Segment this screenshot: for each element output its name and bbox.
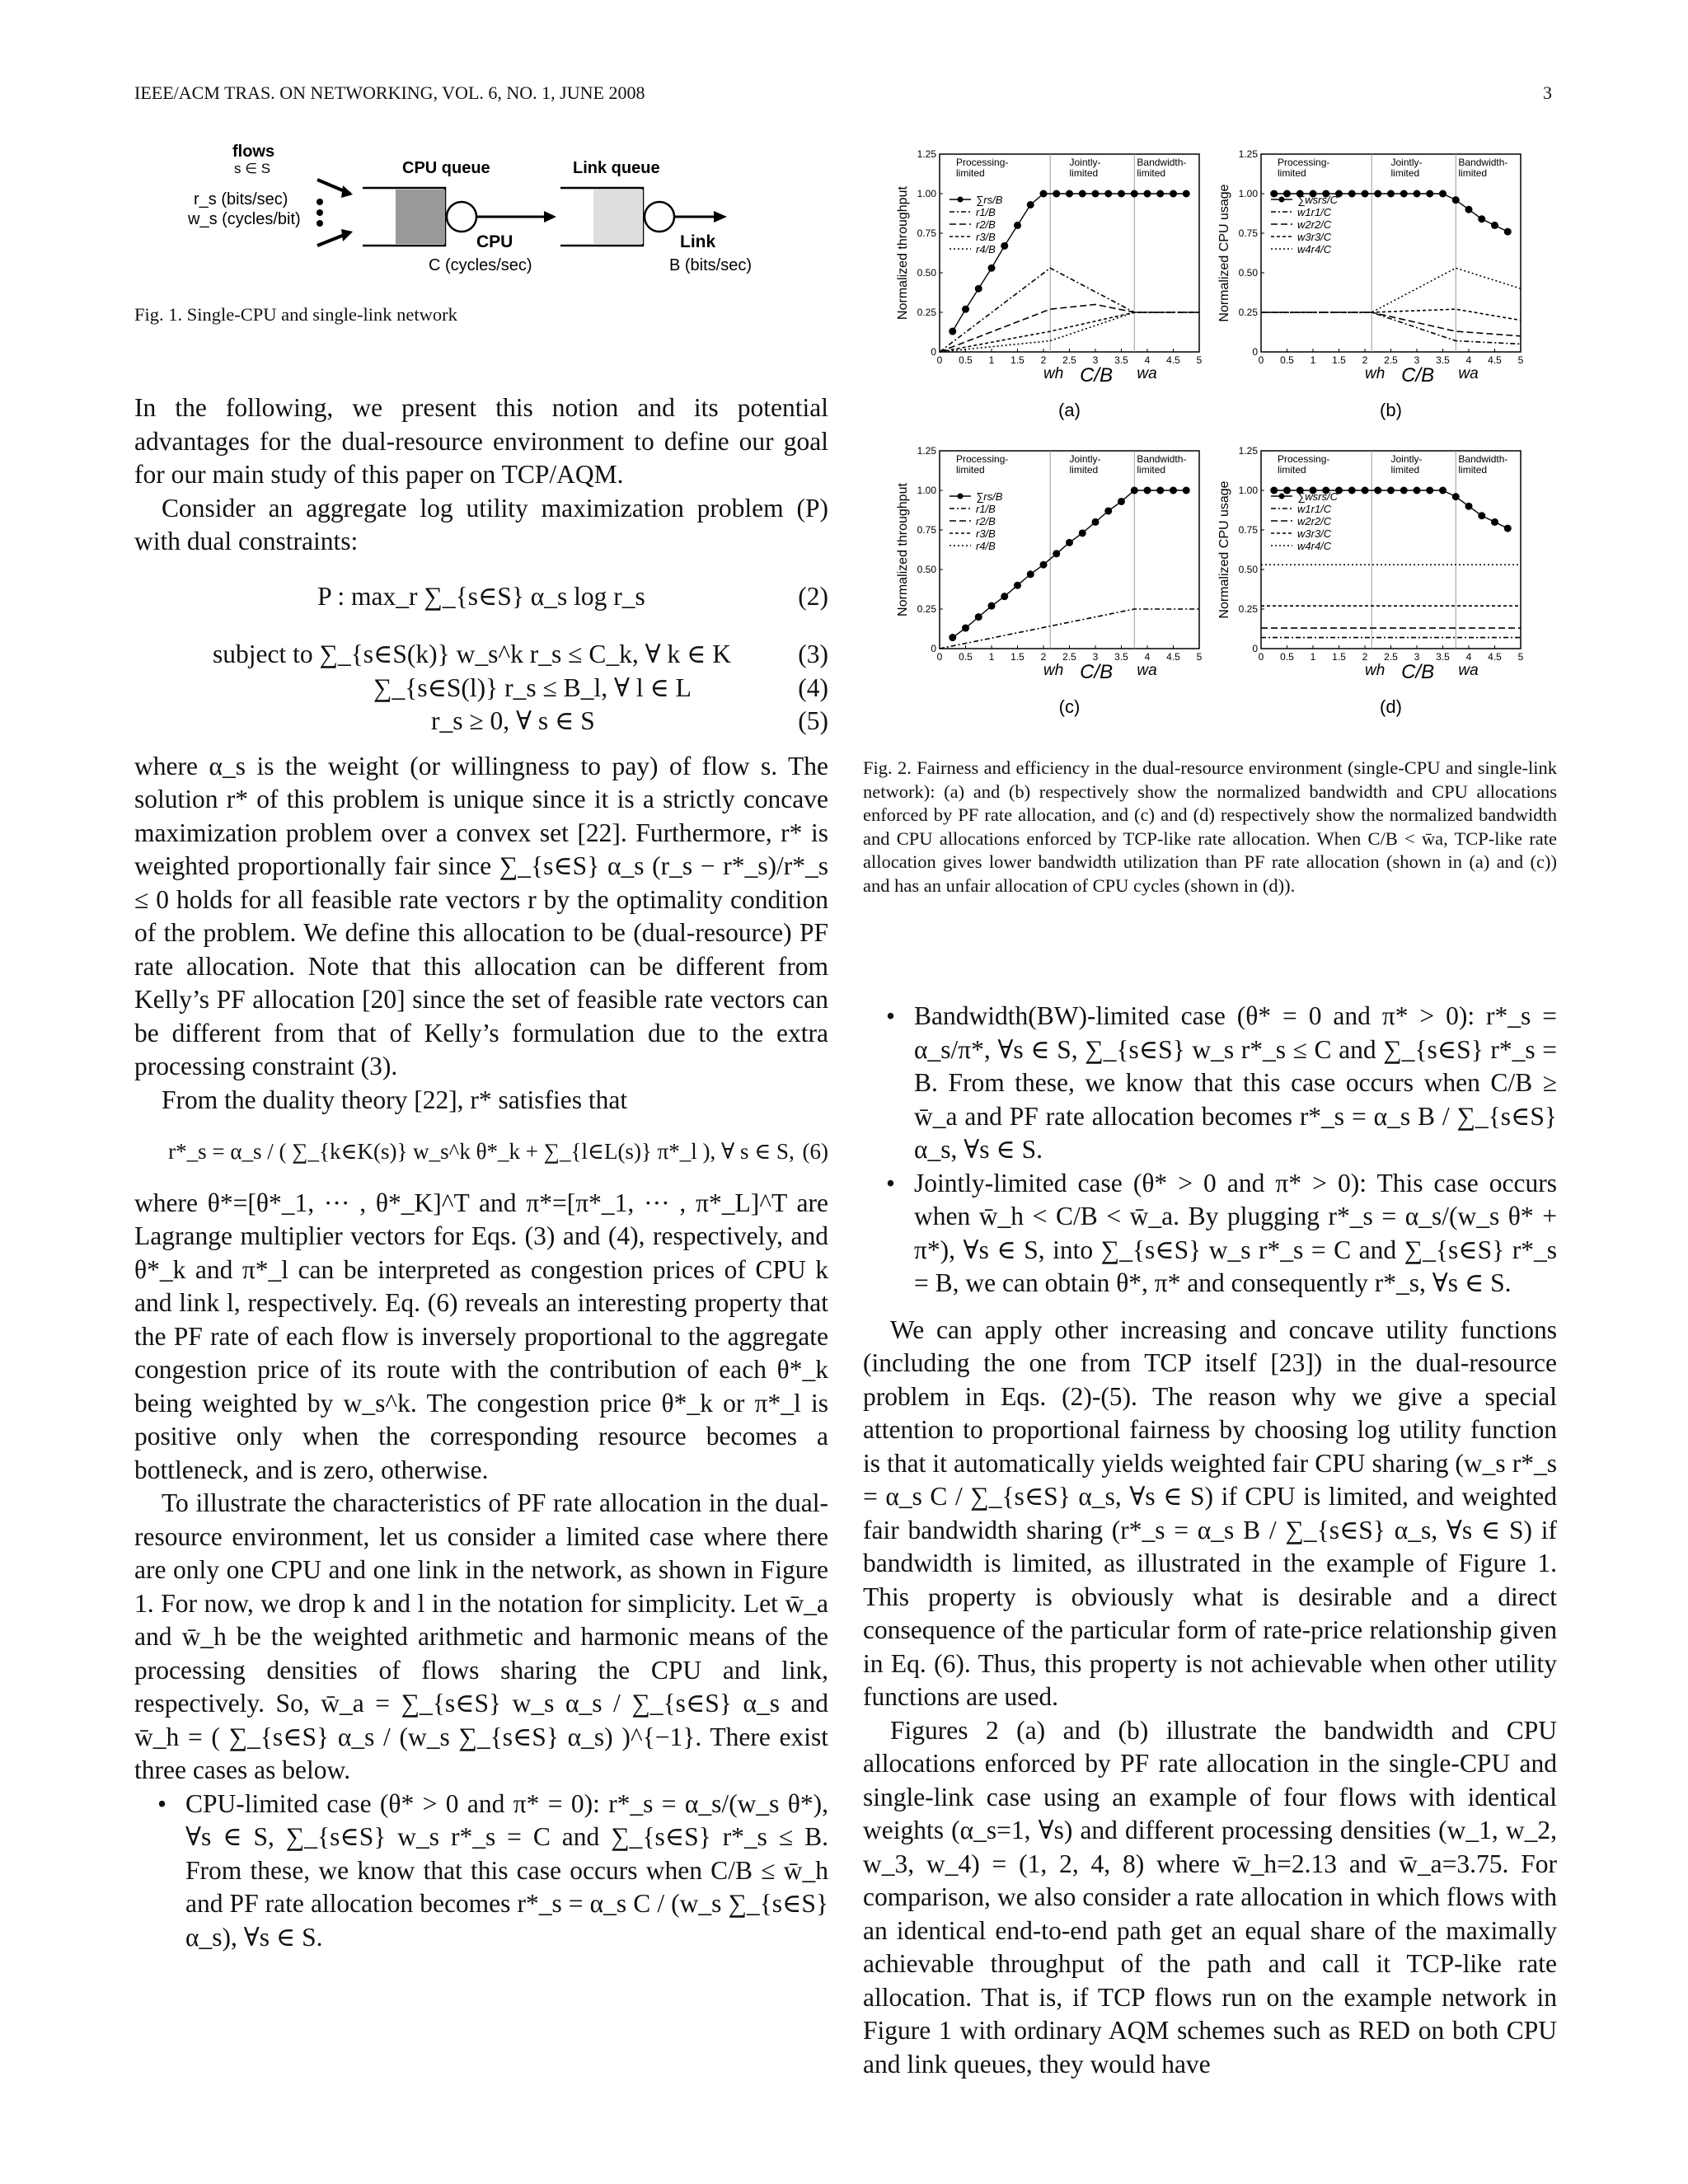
x-tick-label: 5 (1517, 651, 1524, 663)
legend-label: ∑rs/B (976, 490, 1003, 503)
data-point (1079, 190, 1086, 198)
y-tick-label: 1.00 (917, 188, 936, 199)
journal-title: IEEE/ACM TRAS. ON NETWORKING, VOL. 6, NO. 1, JUNE 2008 (134, 82, 645, 103)
legend-label: r3/B (976, 527, 996, 540)
fig1-caption: Fig. 1. Single-CPU and single-link network (134, 304, 457, 325)
x-tick-label: 3.5 (1114, 354, 1128, 366)
data-point (1374, 190, 1381, 198)
x-tick-label: 4 (1144, 651, 1151, 663)
fig1-rs: r_s (bits/sec) (194, 190, 288, 209)
region-label: Bandwidth- (1458, 453, 1508, 465)
x-tick-label: 2 (1362, 354, 1368, 366)
paragraph: From the duality theory [22], r* satisfies that (162, 1085, 628, 1114)
fig1-ws: w_s (cycles/bit) (188, 210, 301, 228)
y-tick-label: 1.25 (1238, 445, 1258, 457)
data-point (1053, 190, 1060, 198)
x-tick-label: 0 (1258, 354, 1264, 366)
legend-marker (1279, 494, 1285, 499)
x-tick-label: 0.5 (959, 354, 973, 366)
y-tick-label: 1.00 (917, 485, 936, 496)
data-point (1452, 196, 1460, 204)
legend-label: w3r3/C (1297, 231, 1332, 243)
series-line (940, 304, 1199, 352)
data-point (1478, 512, 1485, 519)
region-label: Processing- (1278, 453, 1330, 465)
y-tick-label: 0.50 (917, 267, 936, 279)
y-axis-label: Normalized CPU usage (1217, 480, 1231, 619)
page-number: 3 (1543, 82, 1552, 103)
y-tick-label: 0.75 (1238, 227, 1258, 239)
legend-label: ∑wsrs/C (1297, 194, 1338, 206)
data-point (1283, 190, 1291, 198)
data-point (1426, 190, 1433, 198)
running-header (134, 82, 1552, 104)
data-point (1156, 190, 1164, 198)
y-tick-label: 0.50 (917, 564, 936, 575)
data-point (1118, 498, 1125, 505)
x-tick-label: 1.5 (1332, 354, 1346, 366)
data-point (1040, 561, 1048, 569)
paragraph: To illustrate the characteristics of PF rate allocation in the dual-resource environment, let us consider a limited case where there are only one CPU and one link in the network, as shown in Figure 1. For now, we drop k and l in the notation for simplicity. Let w̄_a and w̄_h be the weighted arithmetic and harmonic means of the processing densities of flows sharing the CPU and link, respectively. So, w̄_a = ∑_{s∈S} w_s α_s / ∑_{s∈S} α_s and w̄_h = ( ∑_{s∈S} α_s / (w_s ∑_{s∈S} α_s) )^{−1}. There exist three cases as below. (134, 1488, 828, 1784)
series-line (940, 312, 1199, 352)
data-point (1478, 215, 1485, 223)
legend-label: r3/B (976, 231, 996, 243)
x-axis-label: C/B (1080, 661, 1114, 683)
series-line (1261, 312, 1521, 336)
x-tick-label: 3 (1092, 651, 1099, 663)
data-point (1131, 190, 1138, 198)
fig1-link: Link (680, 232, 716, 251)
x-wa-label: wa (1458, 662, 1479, 679)
y-tick-label: 0.50 (1238, 564, 1258, 575)
x-tick-label: 3.5 (1436, 354, 1450, 366)
legend-label: w3r3/C (1297, 527, 1332, 540)
y-tick-label: 0 (1252, 643, 1258, 654)
x-tick-label: 2 (1040, 354, 1047, 366)
region-label: Jointly- (1390, 157, 1423, 168)
x-tick-label: 4 (1465, 651, 1472, 663)
y-axis-label: Normalized CPU usage (1217, 184, 1231, 322)
x-axis-label: C/B (1401, 661, 1435, 683)
region-label: Jointly- (1069, 157, 1101, 168)
y-tick-label: 0.25 (1238, 307, 1258, 318)
legend-label: w1r1/C (1297, 206, 1332, 218)
fig1-cpu: CPU (476, 232, 513, 251)
panel-label: (b) (1380, 400, 1402, 420)
x-tick-label: 4.5 (1488, 651, 1502, 663)
data-point (1170, 190, 1177, 198)
legend-label: w2r2/C (1297, 515, 1332, 527)
region-label: limited (1458, 167, 1488, 179)
x-tick-label: 4.5 (1488, 354, 1502, 366)
x-wa-label: wa (1137, 365, 1157, 382)
series-line (940, 268, 1199, 352)
data-point (1465, 206, 1473, 213)
x-tick-label: 4 (1465, 354, 1472, 366)
left-column (134, 391, 828, 1954)
fig2-panel (1217, 445, 1524, 717)
paragraph: Figures 2 (a) and (b) illustrate the bandwidth and CPU allocations enforced by PF rate allocation in the single-CPU and single-link case using an example of four flows with identical weights (α_s=1, ∀s) and different processing densities (w_1, w_2, w_3, w_4) = (1, 2, 4, 8) where w̄_h=2.13 and w̄_a=3.75. For comparison, we also consider a rate allocation in which flows with an identical end-to-end path get an equal share of the maximally achievable throughput of the path and call it TCP-like rate allocation. That is, if TCP flows run on the example network in Figure 1 with ordinary AQM schemes such as RED on both CPU and link queues, they would have (863, 1715, 1557, 2079)
data-point (1104, 190, 1112, 198)
equation-3: subject to ∑_{s∈S(k)} w_s^k r_s ≤ C_k, ∀ k ∈ K (3) (213, 640, 828, 668)
legend-label: r2/B (976, 515, 996, 527)
figure-1 (181, 140, 775, 280)
data-point (1270, 190, 1278, 198)
legend-label: ∑rs/B (976, 194, 1003, 206)
x-tick-label: 0.5 (1280, 651, 1294, 663)
y-tick-label: 0.75 (917, 524, 936, 536)
y-tick-label: 1.25 (917, 445, 936, 457)
data-point (1348, 487, 1356, 494)
y-tick-label: 1.00 (1238, 188, 1258, 199)
legend-label: r2/B (976, 218, 996, 231)
x-tick-label: 2.5 (1062, 651, 1076, 663)
region-label: limited (1390, 464, 1420, 476)
data-point (975, 285, 982, 293)
data-point (1362, 190, 1369, 198)
x-tick-label: 4.5 (1166, 651, 1180, 663)
x-tick-label: 0.5 (959, 651, 973, 663)
region-label: Jointly- (1069, 453, 1101, 465)
equation-2: P : max_r ∑_{s∈S} α_s log r_s (2) (317, 581, 828, 611)
data-point (1452, 493, 1460, 500)
data-point (1387, 487, 1395, 494)
fig1-link-queue: Link queue (573, 159, 660, 177)
bullet-bw-limited: • Bandwidth(BW)-limited case (θ* = 0 and π* > 0): r*_s = α_s/π*, ∀s ∈ S, ∑_{s∈S} w_s r*_s ≤ C and ∑_{s∈S} r*_s = B. From these, we know that this case occurs when C/B ≥ w̄_a and PF rate allocation becomes r*_s = α_s B / ∑_{s∈S} α_s, ∀s ∈ S. (886, 1001, 1557, 1164)
data-point (1144, 487, 1151, 494)
x-tick-label: 1.5 (1010, 651, 1025, 663)
bullet-jointly-limited: • Jointly-limited case (θ* > 0 and π* > 0): This case occurs when w̄_h < C/B < w̄_a. By plugging r*_s = α_s/(w_s θ* + π*), ∀s ∈ S, into ∑_{s∈S} w_s r*_s = C and ∑_{s∈S} r*_s = B, we can obtain θ*, π* and consequently r*_s, ∀s ∈ S. (886, 1168, 1557, 1297)
y-tick-label: 1.25 (1238, 148, 1258, 160)
data-point (1374, 487, 1381, 494)
y-tick-label: 0.75 (917, 227, 936, 239)
x-tick-label: 0 (936, 651, 943, 663)
fig1-cpu-queue: CPU queue (402, 159, 490, 177)
data-point (1426, 487, 1433, 494)
data-point (988, 602, 996, 610)
y-axis-label: Normalized throughput (896, 483, 910, 616)
series-line (940, 312, 1199, 352)
x-tick-label: 4.5 (1166, 354, 1180, 366)
data-point (1400, 487, 1408, 494)
region-label: limited (1390, 167, 1420, 179)
x-tick-label: 1.5 (1010, 354, 1025, 366)
data-point (1144, 190, 1151, 198)
right-column (863, 1000, 1557, 2081)
x-tick-label: 0 (936, 354, 943, 366)
x-axis-label: C/B (1080, 364, 1114, 387)
x-tick-label: 3 (1414, 651, 1420, 663)
panel-label: (d) (1380, 696, 1402, 717)
legend-label: r4/B (976, 243, 996, 255)
x-axis-label: C/B (1401, 364, 1435, 387)
region-label: Processing- (956, 453, 1009, 465)
data-point (1040, 190, 1048, 198)
region-label: limited (1278, 464, 1306, 476)
data-point (1066, 190, 1073, 198)
fig2-panel (1217, 148, 1524, 420)
y-tick-label: 0 (931, 346, 936, 358)
paragraph: where α_s is the weight (or willingness to pay) of flow s. The solution r* of this problem is unique since it is a strictly concave maximization problem over a convex set [22]. Furthermore, r* is weighted proportionally fair since ∑_{s∈S} α_s (r_s − r*_s)/r*_s ≤ 0 holds for all feasible rate vectors r by the optimality condition of the problem. We define this allocation to be (dual-resource) PF rate allocation. Note that this allocation can be different from Kelly’s PF allocation [20] since the set of feasible rate vectors can be different from that of Kelly’s formulation due to the extra processing constraint (3). (134, 751, 828, 1080)
fig1-s-in-S: s ∈ S (234, 161, 271, 176)
y-tick-label: 0.25 (917, 307, 936, 318)
x-tick-label: 4 (1144, 354, 1151, 366)
x-tick-label: 3 (1092, 354, 1099, 366)
x-tick-label: 2.5 (1384, 354, 1398, 366)
data-point (1439, 190, 1447, 198)
x-tick-label: 1.5 (1332, 651, 1346, 663)
region-label: Processing- (956, 157, 1009, 168)
data-point (1092, 190, 1100, 198)
data-point (1491, 222, 1498, 229)
data-point (1283, 487, 1291, 494)
region-label: limited (956, 167, 985, 179)
y-axis-label: Normalized throughput (896, 186, 910, 320)
y-tick-label: 0.50 (1238, 267, 1258, 279)
x-wa-label: wa (1458, 365, 1479, 382)
legend-marker (958, 197, 964, 203)
panel-label: (c) (1058, 696, 1081, 717)
data-point (1014, 222, 1021, 229)
x-tick-label: 3.5 (1436, 651, 1450, 663)
paragraph: We can apply other increasing and concave utility functions (including the one from TCP itself [23]) in the dual-resource problem in Eqs. (2)-(5). The reason why we give a special attention to proportional fairness by choosing log utility function is that it automatically yields weighted fair CPU sharing (w_s r*_s = α_s C / ∑_{s∈S} α_s, ∀s ∈ S) if CPU is limited, and weighted fair bandwidth sharing (r*_s = α_s B / ∑_{s∈S} α_s, ∀s ∈ S) if bandwidth is limited, as illustrated in the example of Figure 1. This property is obviously what is desirable and a direct consequence of the particular form of rate-price relationship given in Eq. (6). Thus, this property is not achievable when other utility functions are used. (863, 1315, 1557, 1711)
region-label: Bandwidth- (1458, 157, 1508, 168)
region-label: Jointly- (1390, 453, 1423, 465)
y-tick-label: 0.75 (1238, 524, 1258, 536)
x-tick-label: 2.5 (1384, 651, 1398, 663)
legend-label: r1/B (976, 206, 996, 218)
data-point (1183, 190, 1190, 198)
paragraph: In the following, we present this notion and its potential advantages for the dual-resource environment to define our goal for our main study of this paper on TCP/AQM. (134, 393, 828, 489)
x-tick-label: 3 (1414, 354, 1420, 366)
data-point (1014, 582, 1021, 589)
legend-label: w1r1/C (1297, 503, 1332, 515)
data-point (1027, 201, 1034, 209)
fig1-cpu-rate: C (cycles/sec) (429, 256, 532, 274)
region-label: limited (956, 464, 985, 476)
data-point (1362, 487, 1369, 494)
data-point (1414, 190, 1421, 198)
legend-label: r4/B (976, 540, 996, 552)
x-tick-label: 5 (1196, 651, 1203, 663)
equation-5: r_s ≥ 0, ∀ s ∈ S (5) (431, 706, 828, 735)
data-point (1104, 507, 1112, 514)
data-point (1504, 525, 1512, 532)
data-point (1170, 487, 1177, 494)
region-label: Bandwidth- (1137, 453, 1187, 465)
data-point (949, 328, 956, 335)
fig1-flows: flows (232, 143, 275, 161)
y-tick-label: 0 (931, 643, 936, 654)
data-point (949, 634, 956, 641)
region-label: Bandwidth- (1137, 157, 1187, 168)
fig1-link-rate: B (bits/sec) (669, 256, 753, 274)
series-line (1261, 268, 1521, 312)
data-point (962, 306, 969, 313)
data-point (1001, 593, 1008, 600)
region-label: limited (1278, 167, 1306, 179)
fig2-caption: Fig. 2. Fairness and efficiency in the dual-resource environment (single-CPU and single-link network): (a) and (b) respectively show the normalized bandwidth and CPU allocations enforced by PF rate allocation, and (c) and (d) respectively show the normalized bandwidth and CPU allocations enforced by TCP-like rate allocation. When C/B < w̄a, TCP-like rate allocation gives lower bandwidth utilization than PF rate allocation (shown in (a) and (c)) and has an unfair allocation of CPU cycles (shown in (d)). (863, 757, 1557, 896)
data-point (1066, 539, 1073, 546)
x-tick-label: 2 (1040, 651, 1047, 663)
x-tick-label: 5 (1517, 354, 1524, 366)
data-point (1270, 487, 1278, 494)
data-point (975, 613, 982, 621)
equation-4: ∑_{s∈S(l)} r_s ≤ B_l, ∀ l ∈ L (4) (373, 673, 828, 702)
region-label: limited (1069, 464, 1099, 476)
legend-label: r1/B (976, 503, 996, 515)
region-label: limited (1069, 167, 1099, 179)
region-label: limited (1137, 464, 1166, 476)
data-point (1156, 487, 1164, 494)
x-tick-label: 1 (988, 651, 995, 663)
legend-label: w2r2/C (1297, 218, 1332, 231)
x-tick-label: 0 (1258, 651, 1264, 663)
fig2-panel (896, 445, 1203, 717)
equation-6: r*_s = α_s / ( ∑_{k∈K(s)} w_s^k θ*_k + ∑_{l∈L(s)} π*_l ), ∀ s ∈ S, (6) (168, 1139, 828, 1164)
legend-marker (1279, 197, 1285, 203)
data-point (1183, 487, 1190, 494)
data-point (1001, 242, 1008, 250)
data-point (1348, 190, 1356, 198)
legend-label: ∑wsrs/C (1297, 490, 1338, 503)
legend-label: w4r4/C (1297, 540, 1332, 552)
x-wh-label: wh (1043, 365, 1064, 382)
x-wh-label: wh (1043, 662, 1064, 679)
data-point (988, 265, 996, 272)
bullet-cpu-limited: • CPU-limited case (θ* > 0 and π* = 0): r*_s = α_s/(w_s θ*), ∀s ∈ S, ∑_{s∈S} w_s r*_s = C and ∑_{s∈S} r*_s ≤ B. From these, we know that this case occurs when C/B ≤ w̄_h and PF rate allocation becomes r*_s = α_s C / (w_s ∑_{s∈S} α_s), ∀s ∈ S. (157, 1788, 828, 1952)
data-point (1131, 487, 1138, 494)
y-tick-label: 0.25 (1238, 603, 1258, 615)
fig2-panel (896, 148, 1203, 420)
x-wh-label: wh (1365, 365, 1386, 382)
data-point (1414, 487, 1421, 494)
y-tick-label: 0.25 (917, 603, 936, 615)
x-tick-label: 2 (1362, 651, 1368, 663)
y-tick-label: 1.00 (1238, 485, 1258, 496)
x-tick-label: 5 (1196, 354, 1203, 366)
legend-marker (958, 494, 964, 499)
x-wa-label: wa (1137, 662, 1157, 679)
data-point (1027, 570, 1034, 578)
figure-2 (886, 144, 1562, 746)
data-point (1118, 190, 1125, 198)
data-point (1439, 487, 1447, 494)
x-tick-label: 0.5 (1280, 354, 1294, 366)
region-label: Processing- (1278, 157, 1330, 168)
x-tick-label: 1 (988, 354, 995, 366)
data-point (962, 625, 969, 632)
x-tick-label: 1 (1310, 651, 1316, 663)
x-tick-label: 2.5 (1062, 354, 1076, 366)
data-point (1079, 529, 1086, 537)
legend-label: w4r4/C (1297, 243, 1332, 255)
data-point (1092, 518, 1100, 526)
panel-label: (a) (1058, 400, 1081, 420)
data-point (1400, 190, 1408, 198)
y-tick-label: 0 (1252, 346, 1258, 358)
data-point (1504, 228, 1512, 236)
data-point (1465, 503, 1473, 510)
data-point (1053, 550, 1060, 557)
y-tick-label: 1.25 (917, 148, 936, 160)
x-tick-label: 3.5 (1114, 651, 1128, 663)
x-wh-label: wh (1365, 662, 1386, 679)
paragraph: Consider an aggregate log utility maximization problem (P) with dual constraints: (134, 493, 828, 555)
x-tick-label: 1 (1310, 354, 1316, 366)
data-point (1491, 518, 1498, 526)
region-label: limited (1137, 167, 1166, 179)
region-label: limited (1458, 464, 1488, 476)
paragraph: where θ*=[θ*_1, ··· , θ*_K]^T and π*=[π*_1, ··· , π*_L]^T are Lagrange multiplier vectors for Eqs. (3) and (4), respectively, and θ*_k and π*_l can be interpreted as congestion prices of CPU k and link l, respectively. Eq. (6) reveals an interesting property that the PF rate of each flow is inversely proportional to the aggregate congestion price of its route with the contribution of each θ*_k being weighted by w_s^k. The congestion price θ*_k or π*_l is positive only when the corresponding resource becomes a bottleneck, and is zero, otherwise. (134, 1188, 828, 1484)
data-point (1387, 190, 1395, 198)
